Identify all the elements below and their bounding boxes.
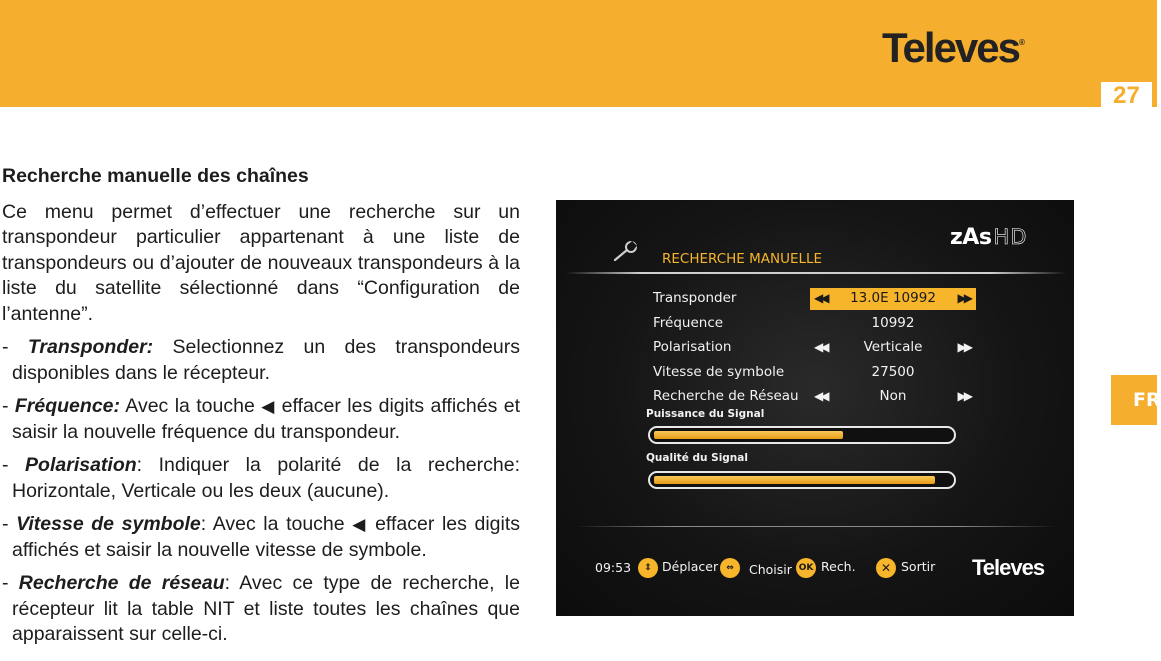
leftright-key-icon: ⇔	[720, 558, 740, 578]
setting-label: Transponder	[653, 290, 737, 306]
setting-row[interactable]	[653, 313, 993, 335]
setting-label: Fréquence	[653, 314, 724, 331]
divider	[566, 272, 1066, 274]
setting-row[interactable]	[653, 362, 993, 384]
setting-value: 10992	[871, 314, 915, 331]
forward-arrow-icon[interactable]: ▶▶	[957, 291, 970, 305]
setting-label: Polarisation	[653, 339, 732, 355]
section-title: Recherche manuelle des chaînes	[2, 165, 309, 187]
rewind-arrow-icon[interactable]: ◀◀	[814, 291, 827, 305]
rewind-arrow-icon[interactable]: ◀◀	[814, 389, 827, 403]
wrench-icon	[612, 240, 642, 264]
move-hint: Déplacer	[662, 559, 719, 574]
forward-arrow-icon[interactable]: ▶▶	[957, 389, 970, 403]
list-item: - Transponder: Selectionnez un des transpondeurs disponibles dans le récepteur.	[2, 336, 520, 384]
setting-value-selector[interactable]	[810, 313, 976, 335]
brand-logo: Televes®	[882, 24, 1025, 71]
signal-quality-fill	[654, 476, 935, 484]
setting-row[interactable]	[653, 337, 993, 359]
setting-value: Verticale	[863, 339, 923, 355]
page-number: 27	[1101, 82, 1152, 110]
receiver-screenshot	[556, 200, 1074, 616]
setting-value-selector[interactable]	[810, 288, 976, 310]
signal-strength-label: Puissance du Signal	[646, 408, 765, 420]
setting-value: Non	[879, 388, 907, 404]
setting-label: Vitesse de symbole	[653, 363, 785, 380]
intro-paragraph: Ce menu permet d’effectuer une recherche sur un transpondeur particulier appartenant à une liste de transpondeurs ou d’ajouter de nouveaux transpondeurs à la liste du satellite sélectionné dans “Configuration de l’antenne”.	[2, 200, 520, 325]
left-triangle-icon: ◀	[352, 515, 368, 534]
language-tab: FR	[1111, 375, 1157, 425]
signal-quality-label: Qualité du Signal	[646, 452, 748, 464]
setting-row[interactable]	[653, 288, 993, 310]
menu-title: RECHERCHE MANUELLE	[662, 251, 823, 267]
signal-quality-bar	[648, 471, 956, 489]
signal-strength-bar	[648, 426, 956, 444]
forward-arrow-icon[interactable]: ▶▶	[957, 340, 970, 354]
updown-key-icon: ⇕	[638, 558, 658, 578]
ok-key-icon: OK	[796, 558, 816, 578]
signal-strength-fill	[654, 431, 843, 439]
list-item: - Polarisation: Indiquer la polarité de la recherche: Horizontale, Verticale ou les deux (aucune).	[2, 454, 520, 502]
clock: 09:53	[595, 560, 632, 575]
search-hint: Rech.	[821, 559, 856, 574]
list-item: - Recherche de réseau: Avec ce type de recherche, le récepteur lit la table NIT et liste toutes les chaînes que apparaissent sur celle-ci.	[2, 572, 520, 645]
list-item: - Vitesse de symbole: Avec la touche ◀ effacer les digits affichés et saisir la nouvelle vitesse de symbole.	[2, 513, 520, 561]
tv-brand-logo: Televes	[972, 555, 1045, 580]
choose-hint: Choisir	[749, 562, 792, 577]
field-description-list	[2, 335, 520, 648]
setting-label: Recherche de Réseau	[653, 388, 799, 404]
rewind-arrow-icon[interactable]: ◀◀	[814, 340, 827, 354]
exit-hint: Sortir	[901, 559, 936, 574]
left-triangle-icon: ◀	[261, 397, 276, 416]
setting-value: 27500	[871, 363, 915, 380]
product-logo: zAsHD	[950, 225, 1028, 250]
setting-value-selector[interactable]	[810, 386, 976, 408]
text-column	[2, 164, 520, 656]
setting-row[interactable]	[653, 386, 993, 408]
setting-value-selector[interactable]	[810, 337, 976, 359]
exit-key-icon: ✕	[876, 558, 896, 578]
divider	[576, 526, 1056, 527]
list-item: - Fréquence: Avec la touche ◀ effacer les digits affichés et saisir la nouvelle fréquence du transpondeur.	[2, 395, 520, 443]
setting-value: 13.0E 10992	[850, 290, 936, 306]
setting-value-selector[interactable]	[810, 362, 976, 384]
